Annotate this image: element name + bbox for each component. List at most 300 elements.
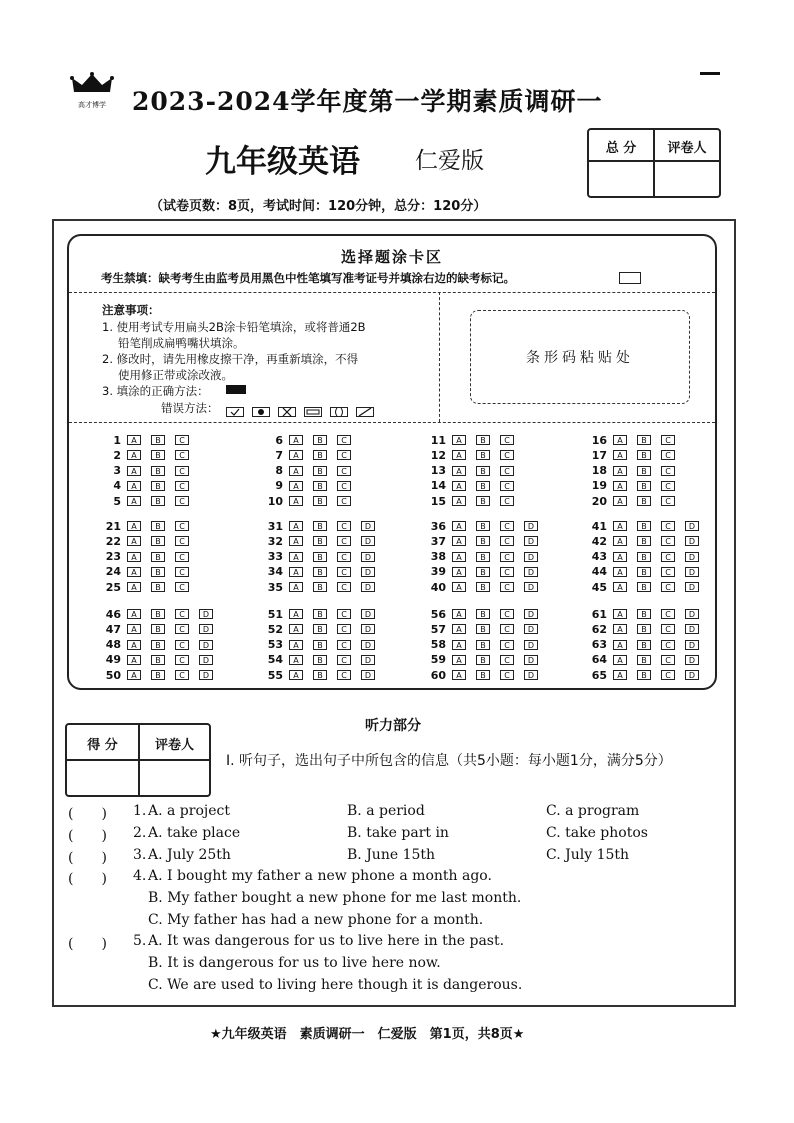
question-number: 15	[430, 494, 446, 508]
answer-row	[424, 478, 524, 494]
answer-bubble[interactable]: A	[289, 640, 303, 650]
answer-bubble[interactable]: A	[127, 435, 141, 445]
answer-bubble[interactable]: B	[313, 552, 327, 562]
answer-row	[424, 432, 524, 448]
crown-logo	[70, 72, 114, 109]
answer-bubble[interactable]: C	[500, 670, 514, 680]
answer-bubble[interactable]: A	[452, 609, 466, 619]
answer-row	[99, 518, 199, 534]
answer-bubble[interactable]: C	[661, 670, 675, 680]
answer-bubble[interactable]: A	[127, 655, 141, 665]
answer-paren[interactable]: ( )	[68, 806, 107, 822]
answer-bubble[interactable]: A	[289, 450, 303, 460]
answer-bubble[interactable]: D	[361, 609, 375, 619]
answer-bubble[interactable]: A	[452, 655, 466, 665]
answer-bubble[interactable]: A	[613, 466, 627, 476]
answer-bubble[interactable]: C	[661, 640, 675, 650]
answer-bubble[interactable]: A	[289, 496, 303, 506]
answer-bubble[interactable]: D	[685, 655, 699, 665]
answer-bubble[interactable]: A	[452, 624, 466, 634]
answer-bubble[interactable]: B	[637, 624, 651, 634]
answer-bubble[interactable]: D	[524, 624, 538, 634]
partial-fill-mark-icon	[304, 407, 322, 417]
answer-bubble[interactable]: A	[613, 552, 627, 562]
answer-bubble[interactable]: C	[337, 481, 351, 491]
answer-bubble[interactable]: A	[127, 582, 141, 592]
answer-bubble[interactable]: B	[313, 609, 327, 619]
answer-bubble[interactable]: D	[199, 670, 213, 680]
answer-bubble[interactable]: C	[337, 521, 351, 531]
answer-bubble[interactable]: D	[361, 582, 375, 592]
answer-bubble[interactable]: A	[127, 624, 141, 634]
answer-bubble[interactable]: B	[313, 670, 327, 680]
answer-bubble[interactable]: B	[637, 655, 651, 665]
answer-bubble[interactable]: D	[199, 609, 213, 619]
answer-bubble[interactable]: A	[289, 624, 303, 634]
answer-bubble[interactable]: B	[313, 655, 327, 665]
answer-bubble[interactable]: C	[661, 521, 675, 531]
answer-bubble[interactable]: B	[637, 481, 651, 491]
answer-row	[99, 478, 199, 494]
answer-bubble[interactable]: B	[476, 435, 490, 445]
answer-row	[261, 606, 385, 622]
answer-bubble[interactable]: D	[199, 624, 213, 634]
answer-bubble[interactable]: C	[500, 567, 514, 577]
answer-row	[261, 652, 385, 668]
answer-bubble[interactable]: A	[613, 521, 627, 531]
answer-bubble[interactable]: A	[289, 670, 303, 680]
answer-row	[99, 579, 199, 595]
card-divider-top	[69, 292, 715, 293]
question-number: 59	[430, 653, 446, 667]
answer-bubble[interactable]: C	[337, 624, 351, 634]
answer-bubble[interactable]: B	[637, 521, 651, 531]
answer-bubble[interactable]: B	[151, 670, 165, 680]
answer-bubble[interactable]: B	[313, 582, 327, 592]
answer-card	[67, 234, 717, 690]
answer-bubble[interactable]: A	[613, 582, 627, 592]
answer-row	[99, 606, 223, 622]
question-number: 44	[591, 565, 607, 579]
question-number: 22	[105, 534, 121, 548]
answer-bubble[interactable]: C	[175, 496, 189, 506]
answer-bubble[interactable]: B	[151, 655, 165, 665]
answer-bubble[interactable]: B	[476, 567, 490, 577]
answer-bubble[interactable]: C	[500, 655, 514, 665]
answer-bubble[interactable]: C	[337, 640, 351, 650]
answer-bubble[interactable]: D	[685, 640, 699, 650]
option-c: C. take photos	[546, 825, 648, 841]
answer-bubble[interactable]: B	[313, 481, 327, 491]
answer-row	[261, 493, 361, 509]
answer-bubble[interactable]: C	[661, 582, 675, 592]
question-number: 4	[113, 479, 121, 493]
answer-bubble[interactable]: A	[127, 609, 141, 619]
answer-bubble[interactable]: A	[127, 481, 141, 491]
answer-bubble[interactable]: C	[661, 466, 675, 476]
answer-bubble[interactable]: B	[637, 536, 651, 546]
answer-bubble[interactable]: B	[637, 670, 651, 680]
answer-bubble[interactable]: A	[613, 496, 627, 506]
answer-bubble[interactable]: D	[524, 521, 538, 531]
answer-bubble[interactable]: B	[476, 582, 490, 592]
answer-bubble[interactable]: A	[127, 450, 141, 460]
answer-bubble[interactable]: B	[637, 582, 651, 592]
total-score-field[interactable]	[591, 163, 651, 193]
answer-bubble[interactable]: A	[452, 582, 466, 592]
answer-bubble[interactable]: C	[337, 450, 351, 460]
answer-bubble[interactable]: C	[661, 435, 675, 445]
answer-bubble[interactable]: C	[661, 481, 675, 491]
answer-bubble[interactable]: C	[337, 567, 351, 577]
answer-bubble[interactable]: C	[661, 552, 675, 562]
answer-bubble[interactable]: C	[337, 466, 351, 476]
answer-row	[261, 533, 385, 549]
answer-bubble[interactable]: C	[661, 609, 675, 619]
answer-bubble[interactable]: A	[127, 567, 141, 577]
answer-bubble[interactable]: B	[637, 552, 651, 562]
answer-bubble[interactable]: D	[361, 640, 375, 650]
answer-row	[99, 432, 199, 448]
answer-bubble[interactable]: D	[361, 552, 375, 562]
answer-bubble[interactable]: A	[289, 481, 303, 491]
answer-card-title: 选择题涂卡区	[340, 248, 443, 266]
answer-bubble[interactable]: A	[289, 609, 303, 619]
answer-bubble[interactable]: C	[175, 552, 189, 562]
answer-paren[interactable]: ( )	[68, 936, 107, 952]
answer-bubble[interactable]: C	[661, 624, 675, 634]
barcode-label: 条形码粘贴处	[526, 350, 634, 366]
question-number: 5	[113, 494, 121, 508]
answer-bubble[interactable]: A	[452, 552, 466, 562]
answer-row	[585, 606, 709, 622]
question-number: 33	[267, 550, 283, 564]
answer-bubble[interactable]: B	[313, 435, 327, 445]
answer-bubble[interactable]: B	[476, 609, 490, 619]
answer-row	[424, 533, 548, 549]
answer-bubble[interactable]: C	[175, 521, 189, 531]
answer-bubble[interactable]: C	[500, 450, 514, 460]
answer-bubble[interactable]: A	[613, 640, 627, 650]
total-score-label: 总 分	[605, 141, 637, 156]
answer-bubble[interactable]: A	[452, 536, 466, 546]
answer-bubble[interactable]: A	[613, 536, 627, 546]
absent-mark-box[interactable]	[619, 272, 641, 284]
answer-bubble[interactable]: C	[661, 450, 675, 460]
answer-bubble[interactable]: D	[524, 609, 538, 619]
answer-bubble[interactable]: B	[151, 435, 165, 445]
answer-bubble[interactable]: A	[452, 567, 466, 577]
answer-bubble[interactable]: B	[151, 450, 165, 460]
answer-bubble[interactable]: B	[637, 496, 651, 506]
answer-bubble[interactable]: C	[175, 481, 189, 491]
answer-bubble[interactable]: B	[476, 624, 490, 634]
answer-row	[261, 518, 385, 534]
answer-bubble[interactable]: D	[685, 567, 699, 577]
answer-bubble[interactable]: B	[151, 567, 165, 577]
grader-label: 评卷人	[667, 141, 707, 156]
answer-bubble[interactable]: C	[661, 655, 675, 665]
question-number: 40	[430, 580, 446, 594]
question-number: 4.	[133, 868, 147, 884]
dot-mark-icon	[252, 407, 270, 417]
answer-bubble[interactable]: A	[613, 670, 627, 680]
answer-row	[585, 463, 685, 479]
answer-bubble[interactable]: A	[452, 640, 466, 650]
answer-row	[585, 637, 709, 653]
answer-bubble[interactable]: D	[524, 536, 538, 546]
answer-bubble[interactable]: C	[337, 536, 351, 546]
answer-bubble[interactable]: B	[476, 670, 490, 680]
answer-bubble[interactable]: D	[524, 567, 538, 577]
question-number: 38	[430, 550, 446, 564]
answer-bubble[interactable]: B	[637, 640, 651, 650]
answer-bubble[interactable]: C	[337, 670, 351, 680]
answer-bubble[interactable]: B	[476, 481, 490, 491]
answer-bubble[interactable]: A	[452, 481, 466, 491]
answer-bubble[interactable]: B	[151, 624, 165, 634]
answer-bubble[interactable]: C	[175, 466, 189, 476]
answer-bubble[interactable]: C	[500, 609, 514, 619]
answer-row	[585, 493, 685, 509]
answer-row	[261, 637, 385, 653]
answer-bubble[interactable]: C	[337, 552, 351, 562]
answer-bubble[interactable]: C	[175, 655, 189, 665]
total-score-box	[587, 128, 721, 198]
answer-bubble[interactable]: B	[151, 552, 165, 562]
answer-bubble[interactable]: B	[476, 450, 490, 460]
answer-bubble[interactable]: A	[127, 521, 141, 531]
answer-bubble[interactable]: B	[476, 640, 490, 650]
answer-bubble[interactable]: C	[661, 567, 675, 577]
answer-row	[99, 564, 199, 580]
answer-bubble[interactable]: A	[289, 567, 303, 577]
answer-bubble[interactable]: A	[127, 536, 141, 546]
answer-bubble[interactable]: D	[685, 624, 699, 634]
answer-bubble[interactable]: A	[127, 496, 141, 506]
answer-bubble[interactable]: C	[500, 466, 514, 476]
answer-bubble[interactable]: C	[175, 624, 189, 634]
answer-bubble[interactable]: A	[452, 521, 466, 531]
answer-row	[424, 493, 524, 509]
answer-bubble[interactable]: D	[685, 552, 699, 562]
answer-bubble[interactable]: A	[289, 552, 303, 562]
option-b: B. a period	[347, 803, 425, 819]
answer-bubble[interactable]: A	[613, 609, 627, 619]
answer-bubble[interactable]: C	[337, 435, 351, 445]
answer-row	[99, 463, 199, 479]
answer-bubble[interactable]: B	[313, 466, 327, 476]
answer-bubble[interactable]: A	[613, 450, 627, 460]
answer-bubble[interactable]: A	[452, 496, 466, 506]
answer-bubble[interactable]: C	[500, 496, 514, 506]
answer-bubble[interactable]: C	[175, 567, 189, 577]
answer-bubble[interactable]: A	[613, 655, 627, 665]
answer-bubble[interactable]: D	[361, 567, 375, 577]
answer-bubble[interactable]: A	[613, 481, 627, 491]
answer-paren[interactable]: ( )	[68, 871, 107, 887]
slash-mark-icon	[356, 407, 374, 417]
question-number: 52	[267, 622, 283, 636]
answer-bubble[interactable]: C	[175, 536, 189, 546]
answer-bubble[interactable]: B	[151, 481, 165, 491]
answer-bubble[interactable]: C	[500, 640, 514, 650]
answer-bubble[interactable]: A	[452, 670, 466, 680]
question-number: 19	[591, 479, 607, 493]
answer-bubble[interactable]: C	[175, 435, 189, 445]
answer-bubble[interactable]: B	[476, 552, 490, 562]
answer-bubble[interactable]: A	[613, 624, 627, 634]
answer-bubble[interactable]: C	[337, 609, 351, 619]
answer-row	[585, 478, 685, 494]
question-number: 41	[591, 519, 607, 533]
question-number: 1.	[133, 803, 147, 819]
answer-bubble[interactable]: C	[500, 582, 514, 592]
section-grader-field[interactable]	[142, 762, 205, 792]
question-number: 25	[105, 580, 121, 594]
edition-label: 仁爱版	[415, 148, 484, 174]
answer-bubble[interactable]: C	[500, 536, 514, 546]
answer-bubble[interactable]: B	[476, 536, 490, 546]
answer-bubble[interactable]: C	[500, 435, 514, 445]
answer-bubble[interactable]: B	[313, 624, 327, 634]
answer-bubble[interactable]: B	[313, 567, 327, 577]
answer-bubble[interactable]: B	[151, 640, 165, 650]
answer-bubble[interactable]: D	[685, 609, 699, 619]
answer-bubble[interactable]: D	[361, 521, 375, 531]
answer-bubble[interactable]: A	[289, 582, 303, 592]
option-b: B. It is dangerous for us to live here now.	[148, 955, 441, 971]
answer-row	[261, 478, 361, 494]
question-number: 50	[105, 668, 121, 682]
option-b: B. My father bought a new phone for me last month.	[148, 890, 522, 906]
grader-field[interactable]	[657, 163, 717, 193]
answer-bubble[interactable]: B	[637, 450, 651, 460]
answer-bubble[interactable]: B	[476, 466, 490, 476]
answer-bubble[interactable]: B	[151, 609, 165, 619]
answer-bubble[interactable]: C	[500, 552, 514, 562]
question-number: 64	[591, 653, 607, 667]
answer-bubble[interactable]: C	[500, 521, 514, 531]
answer-paren[interactable]: ( )	[68, 828, 107, 844]
answer-bubble[interactable]: D	[199, 640, 213, 650]
option-a: A. a project	[148, 803, 230, 819]
answer-bubble[interactable]: A	[613, 435, 627, 445]
section-score-label: 得 分	[87, 738, 118, 753]
answer-bubble[interactable]: A	[613, 567, 627, 577]
option-a: A. take place	[148, 825, 241, 841]
answer-bubble[interactable]: C	[175, 582, 189, 592]
answer-bubble[interactable]: A	[127, 670, 141, 680]
answer-bubble[interactable]: B	[151, 536, 165, 546]
answer-bubble[interactable]: D	[685, 521, 699, 531]
answer-bubble[interactable]: B	[151, 496, 165, 506]
answer-bubble[interactable]: C	[175, 640, 189, 650]
answer-bubble[interactable]: A	[127, 552, 141, 562]
answer-bubble[interactable]: B	[637, 609, 651, 619]
answer-row	[261, 564, 385, 580]
answer-bubble[interactable]: B	[151, 521, 165, 531]
section-score-field[interactable]	[69, 762, 136, 792]
question-number: 46	[105, 607, 121, 621]
answer-bubble[interactable]: B	[151, 466, 165, 476]
answer-bubble[interactable]: B	[476, 496, 490, 506]
answer-bubble[interactable]: C	[175, 450, 189, 460]
answer-bubble[interactable]: D	[524, 582, 538, 592]
question-number: 3.	[133, 847, 147, 863]
question-number: 9	[275, 479, 283, 493]
answer-paren[interactable]: ( )	[68, 850, 107, 866]
answer-bubble[interactable]: D	[524, 655, 538, 665]
answer-row	[585, 667, 709, 683]
answer-bubble[interactable]: C	[337, 496, 351, 506]
answer-bubble[interactable]: C	[175, 670, 189, 680]
answer-bubble[interactable]: B	[637, 435, 651, 445]
answer-bubble[interactable]: B	[476, 521, 490, 531]
answer-bubble[interactable]: A	[289, 466, 303, 476]
option-b: B. June 15th	[347, 847, 436, 863]
answer-bubble[interactable]: D	[199, 655, 213, 665]
answer-bubble[interactable]: A	[289, 435, 303, 445]
answer-row	[585, 564, 709, 580]
answer-bubble[interactable]: C	[661, 536, 675, 546]
answer-bubble[interactable]: D	[524, 552, 538, 562]
answer-bubble[interactable]: D	[524, 670, 538, 680]
card-divider-bottom	[69, 422, 715, 423]
answer-bubble[interactable]: B	[637, 466, 651, 476]
answer-bubble[interactable]: D	[685, 536, 699, 546]
answer-bubble[interactable]: B	[151, 582, 165, 592]
answer-bubble[interactable]: B	[476, 655, 490, 665]
answer-bubble[interactable]: A	[289, 536, 303, 546]
answer-bubble[interactable]: C	[500, 624, 514, 634]
answer-bubble[interactable]: D	[524, 640, 538, 650]
answer-bubble[interactable]: A	[289, 655, 303, 665]
answer-bubble[interactable]: B	[637, 567, 651, 577]
answer-bubble[interactable]: B	[313, 450, 327, 460]
answer-bubble[interactable]: C	[175, 609, 189, 619]
answer-bubble[interactable]: B	[313, 536, 327, 546]
option-a: A. It was dangerous for us to live here in the past.	[148, 933, 505, 949]
answer-row	[99, 667, 223, 683]
answer-bubble[interactable]: D	[685, 582, 699, 592]
answer-row	[261, 463, 361, 479]
answer-bubble[interactable]: B	[313, 521, 327, 531]
answer-bubble[interactable]: D	[361, 536, 375, 546]
answer-bubble[interactable]: B	[313, 496, 327, 506]
answer-bubble[interactable]: D	[361, 670, 375, 680]
answer-bubble[interactable]: D	[361, 655, 375, 665]
answer-bubble[interactable]: C	[337, 582, 351, 592]
question-number: 1	[113, 433, 121, 447]
subject-title: 九年级英语	[205, 144, 360, 180]
answer-bubble[interactable]: A	[452, 450, 466, 460]
answer-bubble[interactable]: A	[289, 521, 303, 531]
answer-bubble[interactable]: A	[127, 466, 141, 476]
answer-bubble[interactable]: C	[337, 655, 351, 665]
answer-bubble[interactable]: A	[127, 640, 141, 650]
answer-row	[424, 518, 548, 534]
answer-bubble[interactable]: B	[313, 640, 327, 650]
answer-bubble[interactable]: A	[452, 435, 466, 445]
answer-bubble[interactable]: C	[500, 481, 514, 491]
answer-bubble[interactable]: D	[685, 670, 699, 680]
note-line-2: 铅笔削成扁鸭嘴状填涂。	[118, 336, 245, 350]
answer-bubble[interactable]: D	[361, 624, 375, 634]
answer-bubble[interactable]: C	[661, 496, 675, 506]
question-number: 17	[591, 448, 607, 462]
answer-bubble[interactable]: A	[452, 466, 466, 476]
